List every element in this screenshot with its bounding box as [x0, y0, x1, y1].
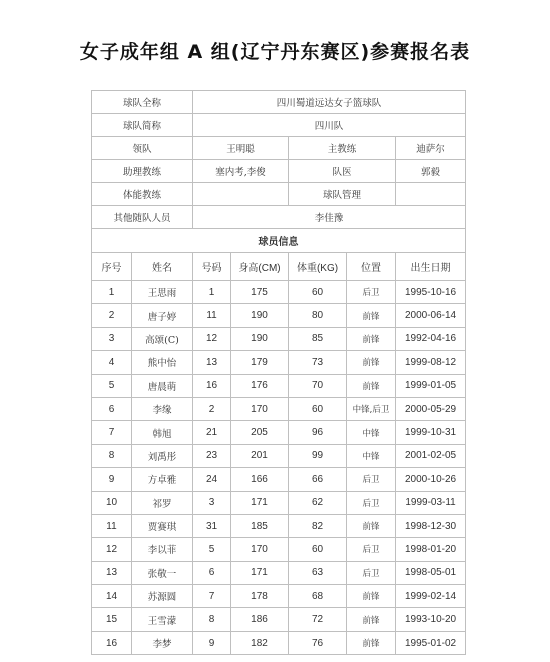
player-no: 13 — [92, 561, 132, 584]
manager-value — [396, 183, 466, 206]
player-position: 中锋 — [347, 444, 396, 467]
player-position: 中锋,后卫 — [347, 397, 396, 420]
player-weight: 68 — [289, 585, 347, 608]
player-name: 祁罗 — [132, 491, 193, 514]
player-height: 178 — [231, 585, 289, 608]
player-no: 15 — [92, 608, 132, 631]
player-weight: 60 — [289, 397, 347, 420]
player-name: 李以菲 — [132, 538, 193, 561]
player-rows — [92, 281, 466, 655]
player-height: 175 — [231, 281, 289, 304]
fitness-label: 体能教练 — [92, 183, 193, 206]
player-no: 8 — [92, 444, 132, 467]
player-birth: 1998-05-01 — [396, 561, 466, 584]
player-birth: 1998-01-20 — [396, 538, 466, 561]
player-number: 23 — [193, 444, 231, 467]
page-title: 女子成年组 A 组(辽宁丹东赛区)参赛报名表 — [79, 41, 471, 63]
player-no: 9 — [92, 468, 132, 491]
table-row — [92, 351, 466, 374]
player-number: 21 — [193, 421, 231, 444]
player-weight: 76 — [289, 631, 347, 654]
player-number: 7 — [193, 585, 231, 608]
table-row — [92, 514, 466, 537]
player-weight: 63 — [289, 561, 347, 584]
others-row — [92, 206, 466, 229]
player-weight: 99 — [289, 444, 347, 467]
player-name: 李缘 — [132, 397, 193, 420]
table-row — [92, 538, 466, 561]
team-full-name-row — [92, 91, 466, 114]
player-height: 186 — [231, 608, 289, 631]
header-position: 位置 — [347, 253, 396, 281]
player-weight: 96 — [289, 421, 347, 444]
players-header-row — [92, 253, 466, 281]
player-weight: 80 — [289, 304, 347, 327]
player-height: 201 — [231, 444, 289, 467]
assistant-value: 塞内考,李俊 — [193, 160, 289, 183]
player-name: 李梦 — [132, 631, 193, 654]
player-number: 8 — [193, 608, 231, 631]
player-name: 韩旭 — [132, 421, 193, 444]
table-row — [92, 491, 466, 514]
player-name: 方卓雅 — [132, 468, 193, 491]
header-name: 姓名 — [132, 253, 193, 281]
team-short-name-row — [92, 114, 466, 137]
table-row — [92, 585, 466, 608]
leader-row — [92, 137, 466, 160]
player-no: 1 — [92, 281, 132, 304]
player-weight: 62 — [289, 491, 347, 514]
player-number: 5 — [193, 538, 231, 561]
player-number: 11 — [193, 304, 231, 327]
player-name: 唐晨萌 — [132, 374, 193, 397]
player-height: 185 — [231, 514, 289, 537]
player-number: 12 — [193, 327, 231, 350]
player-position: 前锋 — [347, 585, 396, 608]
player-number: 24 — [193, 468, 231, 491]
table-row — [92, 468, 466, 491]
player-no: 4 — [92, 351, 132, 374]
player-height: 170 — [231, 538, 289, 561]
player-position: 后卫 — [347, 538, 396, 561]
player-position: 前锋 — [347, 304, 396, 327]
table-row — [92, 421, 466, 444]
player-no: 11 — [92, 514, 132, 537]
player-name: 刘禹彤 — [132, 444, 193, 467]
player-birth: 1999-01-05 — [396, 374, 466, 397]
player-height: 171 — [231, 491, 289, 514]
player-number: 3 — [193, 491, 231, 514]
player-weight: 73 — [289, 351, 347, 374]
player-no: 2 — [92, 304, 132, 327]
table-row — [92, 631, 466, 654]
manager-label: 球队管理 — [289, 183, 396, 206]
fitness-value — [193, 183, 289, 206]
player-height: 190 — [231, 327, 289, 350]
player-position: 前锋 — [347, 351, 396, 374]
player-weight: 60 — [289, 281, 347, 304]
table-row — [92, 327, 466, 350]
table-row — [92, 304, 466, 327]
player-name: 苏源圆 — [132, 585, 193, 608]
others-value: 李佳豫 — [193, 206, 466, 229]
player-number: 9 — [193, 631, 231, 654]
player-height: 171 — [231, 561, 289, 584]
leader-value: 王明聪 — [193, 137, 289, 160]
assistant-label: 助理教练 — [92, 160, 193, 183]
player-weight: 85 — [289, 327, 347, 350]
player-height: 190 — [231, 304, 289, 327]
player-weight: 66 — [289, 468, 347, 491]
player-birth: 1999-10-31 — [396, 421, 466, 444]
player-birth: 1995-10-16 — [396, 281, 466, 304]
player-birth: 1999-08-12 — [396, 351, 466, 374]
player-position: 前锋 — [347, 327, 396, 350]
player-birth: 1992-04-16 — [396, 327, 466, 350]
player-number: 6 — [193, 561, 231, 584]
assistant-row — [92, 160, 466, 183]
player-no: 10 — [92, 491, 132, 514]
player-number: 31 — [193, 514, 231, 537]
player-name: 高颂(C) — [132, 327, 193, 350]
player-weight: 60 — [289, 538, 347, 561]
player-number: 13 — [193, 351, 231, 374]
player-number: 16 — [193, 374, 231, 397]
team-info — [92, 91, 466, 281]
header-weight: 体重(KG) — [289, 253, 347, 281]
player-birth: 2000-05-29 — [396, 397, 466, 420]
player-height: 176 — [231, 374, 289, 397]
player-no: 16 — [92, 631, 132, 654]
player-no: 6 — [92, 397, 132, 420]
table-row — [92, 397, 466, 420]
player-weight: 72 — [289, 608, 347, 631]
player-name: 熊中怡 — [132, 351, 193, 374]
player-position: 前锋 — [347, 374, 396, 397]
header-number: 号码 — [193, 253, 231, 281]
team-short-name-value: 四川队 — [193, 114, 466, 137]
player-name: 贾赛琪 — [132, 514, 193, 537]
player-position: 后卫 — [347, 281, 396, 304]
player-no: 14 — [92, 585, 132, 608]
player-birth: 1998-12-30 — [396, 514, 466, 537]
head-coach-value: 迪萨尔 — [396, 137, 466, 160]
header-height: 身高(CM) — [231, 253, 289, 281]
player-height: 205 — [231, 421, 289, 444]
table-row — [92, 281, 466, 304]
player-birth: 1999-02-14 — [396, 585, 466, 608]
table-row — [92, 444, 466, 467]
player-height: 170 — [231, 397, 289, 420]
table-row — [92, 374, 466, 397]
player-birth: 2000-10-26 — [396, 468, 466, 491]
table-row — [92, 608, 466, 631]
player-birth: 2000-06-14 — [396, 304, 466, 327]
team-full-name-value: 四川蜀道远达女子篮球队 — [193, 91, 466, 114]
player-number: 1 — [193, 281, 231, 304]
player-no: 12 — [92, 538, 132, 561]
player-number: 2 — [193, 397, 231, 420]
player-name: 王思雨 — [132, 281, 193, 304]
players-section-title: 球员信息 — [92, 229, 466, 253]
player-position: 后卫 — [347, 468, 396, 491]
player-weight: 70 — [289, 374, 347, 397]
doctor-value: 郭毅 — [396, 160, 466, 183]
players-section-row — [92, 229, 466, 253]
player-position: 后卫 — [347, 561, 396, 584]
leader-label: 领队 — [92, 137, 193, 160]
team-full-name-label: 球队全称 — [92, 91, 193, 114]
player-name: 张敬一 — [132, 561, 193, 584]
fitness-row — [92, 183, 466, 206]
player-height: 166 — [231, 468, 289, 491]
player-name: 唐子婷 — [132, 304, 193, 327]
table-row — [92, 561, 466, 584]
header-birth: 出生日期 — [396, 253, 466, 281]
player-position: 中锋 — [347, 421, 396, 444]
player-position: 前锋 — [347, 631, 396, 654]
player-weight: 82 — [289, 514, 347, 537]
player-name: 王雪濛 — [132, 608, 193, 631]
header-no: 序号 — [92, 253, 132, 281]
player-birth: 1993-10-20 — [396, 608, 466, 631]
registration-table — [91, 90, 466, 655]
player-position: 前锋 — [347, 514, 396, 537]
player-no: 5 — [92, 374, 132, 397]
player-birth: 1999-03-11 — [396, 491, 466, 514]
player-no: 7 — [92, 421, 132, 444]
others-label: 其他随队人员 — [92, 206, 193, 229]
player-height: 179 — [231, 351, 289, 374]
player-no: 3 — [92, 327, 132, 350]
player-position: 后卫 — [347, 491, 396, 514]
player-birth: 2001-02-05 — [396, 444, 466, 467]
player-birth: 1995-01-02 — [396, 631, 466, 654]
team-short-name-label: 球队简称 — [92, 114, 193, 137]
doctor-label: 队医 — [289, 160, 396, 183]
player-height: 182 — [231, 631, 289, 654]
player-position: 前锋 — [347, 608, 396, 631]
head-coach-label: 主教练 — [289, 137, 396, 160]
